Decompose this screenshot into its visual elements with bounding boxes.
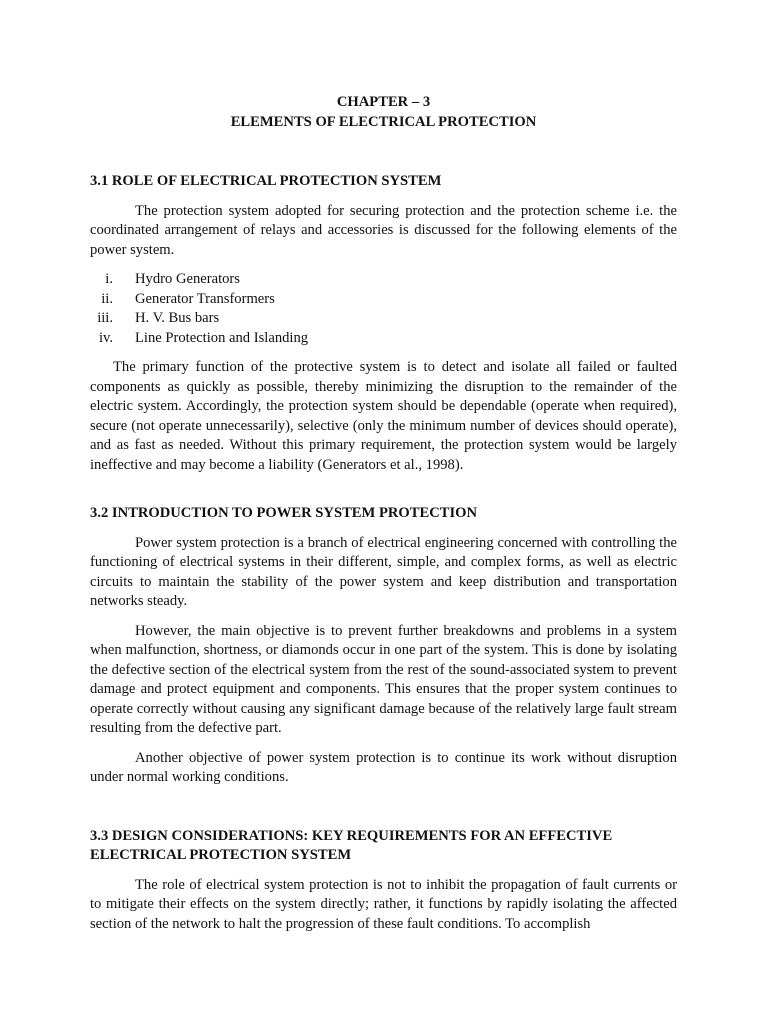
list-item-number: iii. — [97, 310, 113, 326]
section-heading-line: ELECTRICAL PROTECTION SYSTEM — [90, 847, 352, 863]
list-item — [90, 329, 677, 349]
list-item-number: i. — [105, 271, 113, 287]
list-item-text: Generator Transformers — [135, 290, 275, 307]
list-item — [90, 270, 677, 290]
paragraph: The protection system adopted for securing protection and the protection scheme i.e. the coordinated arrangement of relays and accessories is discussed for the following elements of the power system. — [90, 202, 677, 258]
chapter-heading — [90, 93, 677, 132]
section-heading-line: 3.3 DESIGN CONSIDERATIONS: KEY REQUIREMENTS FOR AN EFFECTIVE — [90, 827, 613, 844]
chapter-number: CHAPTER – 3 — [336, 94, 431, 110]
paragraph: However, the main objective is to prevent further breakdowns and problems in a system when malfunction, shortness, or diamonds occur in one part of the system. This is done by isolating the defective section of the electrical system from the rest of the sound-associated system to prevent damage and protect equipment and components. This ensures that the proper system continues to operate correctly without causing any significant damage because of the relatively large fault stream resulting from the defective part. — [90, 622, 677, 736]
list-item-text: Hydro Generators — [135, 271, 240, 287]
paragraph: Another objective of power system protection is to continue its work without disruption under normal working conditions. — [90, 749, 677, 785]
list-item-text: Line Protection and Islanding — [135, 329, 309, 346]
list-item — [90, 290, 677, 310]
list-item — [90, 309, 677, 329]
chapter-title: ELEMENTS OF ELECTRICAL PROTECTION — [230, 113, 537, 130]
section-heading-3-1: 3.1 ROLE OF ELECTRICAL PROTECTION SYSTEM — [90, 173, 442, 189]
paragraph: The role of electrical system protection is not to inhibit the propagation of fault currents or to mitigate their effects on the system directly; rather, it functions by rapidly isolating the affected section of the network to halt the progression of these fault conditions. To accomplish — [90, 876, 677, 932]
section-heading-3-3 — [90, 827, 677, 866]
list-item-text: H. V. Bus bars — [135, 310, 220, 326]
paragraph: Power system protection is a branch of electrical engineering concerned with controlling the functioning of electrical systems in their different, simple, and complex forms, as well as electric circuits to maintain the stability of the power system and keep distribution and transportation networks steady. — [90, 534, 677, 609]
elements-list — [90, 270, 677, 348]
section-heading-3-2: 3.2 INTRODUCTION TO POWER SYSTEM PROTECTION — [90, 505, 478, 521]
list-item-number: iv. — [98, 329, 113, 346]
paragraph: The primary function of the protective system is to detect and isolate all failed or faulted components as quickly as possible, thereby minimizing the disruption to the remainder of the electric system. Accordingly, the protection system should be dependable (operate when required), secure (not operate unnecessarily), selective (only the minimum number of devices should operate), and as fast as needed. Without this primary requirement, the protection system would be largely ineffective and may become a liability (Generators et al., 1998). — [90, 359, 677, 473]
page-content — [90, 93, 677, 934]
list-item-number: ii. — [101, 290, 113, 307]
